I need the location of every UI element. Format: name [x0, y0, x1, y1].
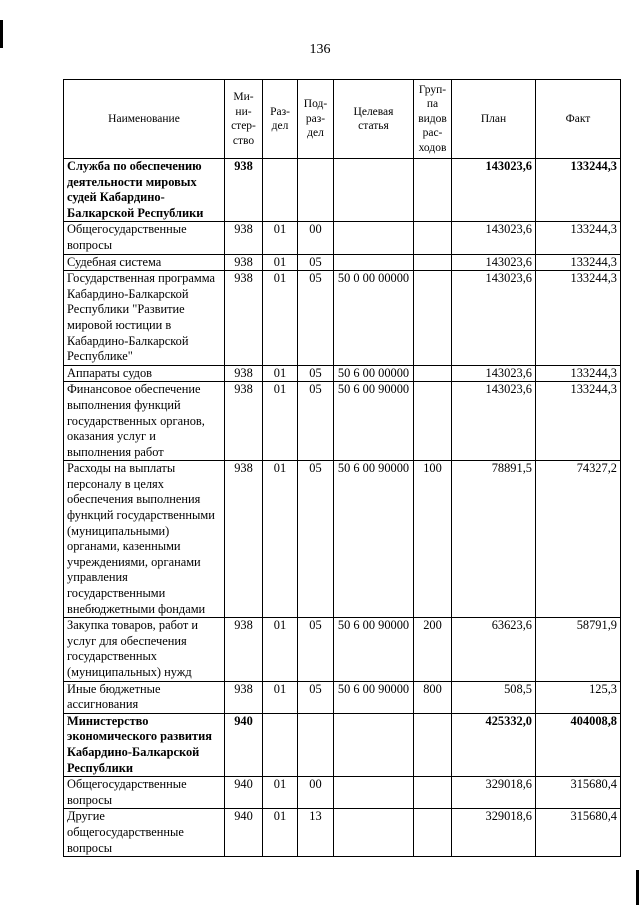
cell-expense-group: [414, 713, 452, 776]
cell-plan: 329018,6: [452, 777, 536, 809]
cell-expense-group: [414, 222, 452, 254]
cell-name: Иные бюджетные ассигнования: [64, 681, 225, 713]
table-row: [64, 713, 621, 776]
cell-target-article: 50 0 00 00000: [334, 271, 414, 366]
table-row: [64, 777, 621, 809]
cell-name: Министерство экономического развития Кабардино-Балкарской Республики: [64, 713, 225, 776]
cell-expense-group: [414, 809, 452, 857]
cell-ministry: 938: [225, 254, 263, 271]
cell-plan: 78891,5: [452, 461, 536, 618]
cell-fact: 315680,4: [536, 809, 621, 857]
table-row: [64, 618, 621, 681]
cell-target-article: 50 6 00 90000: [334, 618, 414, 681]
cell-subsection: 05: [298, 681, 334, 713]
cell-subsection: 05: [298, 365, 334, 382]
cell-name: Другие общегосударственные вопросы: [64, 809, 225, 857]
header-name: Наименование: [64, 80, 225, 159]
cell-name: Расходы на выплаты персоналу в целях обеспечения выполнения функций государственными (муниципальными) органами, казенными учреждениями, органами управления государственными внебюджетными фондами: [64, 461, 225, 618]
cell-expense-group: 200: [414, 618, 452, 681]
cell-fact: 133244,3: [536, 365, 621, 382]
table-header-row: [64, 80, 621, 159]
cell-ministry: 938: [225, 618, 263, 681]
cell-name: Закупка товаров, работ и услуг для обеспечения государственных (муниципальных) нужд: [64, 618, 225, 681]
cell-ministry: 940: [225, 777, 263, 809]
table-row: [64, 159, 621, 222]
cell-expense-group: [414, 271, 452, 366]
cell-ministry: 938: [225, 365, 263, 382]
cell-section: 01: [263, 254, 298, 271]
table-row: [64, 461, 621, 618]
cell-ministry: 940: [225, 713, 263, 776]
cell-target-article: 50 6 00 00000: [334, 365, 414, 382]
cell-plan: 329018,6: [452, 809, 536, 857]
cell-section: [263, 713, 298, 776]
cell-fact: 133244,3: [536, 254, 621, 271]
table-row: [64, 681, 621, 713]
cell-name: Аппараты судов: [64, 365, 225, 382]
cell-expense-group: [414, 365, 452, 382]
header-section: Раз- дел: [263, 80, 298, 159]
cell-section: 01: [263, 461, 298, 618]
cell-ministry: 938: [225, 159, 263, 222]
cell-subsection: 05: [298, 271, 334, 366]
cell-subsection: [298, 713, 334, 776]
cell-plan: 143023,6: [452, 222, 536, 254]
cell-ministry: 938: [225, 222, 263, 254]
cell-ministry: 938: [225, 382, 263, 461]
table-row: [64, 254, 621, 271]
cell-section: 01: [263, 809, 298, 857]
cell-name: Служба по обеспечению деятельности мировых судей Кабардино-Балкарской Республики: [64, 159, 225, 222]
cell-expense-group: [414, 382, 452, 461]
cell-target-article: 50 6 00 90000: [334, 681, 414, 713]
cell-section: 01: [263, 365, 298, 382]
cell-target-article: 50 6 00 90000: [334, 382, 414, 461]
cell-section: [263, 159, 298, 222]
cell-plan: 143023,6: [452, 365, 536, 382]
cell-fact: 133244,3: [536, 159, 621, 222]
header-expense-group: Груп- па видов рас- ходов: [414, 80, 452, 159]
cell-section: 01: [263, 382, 298, 461]
cell-plan: 508,5: [452, 681, 536, 713]
cell-fact: 315680,4: [536, 777, 621, 809]
cell-name: Общегосударственные вопросы: [64, 777, 225, 809]
cell-subsection: 05: [298, 618, 334, 681]
table-row: [64, 271, 621, 366]
cell-plan: 63623,6: [452, 618, 536, 681]
cell-subsection: 05: [298, 382, 334, 461]
cell-subsection: 00: [298, 777, 334, 809]
cell-target-article: [334, 713, 414, 776]
budget-table: [63, 79, 621, 857]
cell-target-article: 50 6 00 90000: [334, 461, 414, 618]
cell-fact: 133244,3: [536, 382, 621, 461]
cell-target-article: [334, 777, 414, 809]
cell-section: 01: [263, 271, 298, 366]
header-fact: Факт: [536, 80, 621, 159]
header-plan: План: [452, 80, 536, 159]
scan-edge-mark: [636, 870, 639, 905]
cell-section: 01: [263, 618, 298, 681]
cell-section: 01: [263, 222, 298, 254]
cell-expense-group: 100: [414, 461, 452, 618]
cell-fact: 58791,9: [536, 618, 621, 681]
cell-plan: 143023,6: [452, 254, 536, 271]
cell-section: 01: [263, 777, 298, 809]
cell-expense-group: [414, 159, 452, 222]
cell-fact: 74327,2: [536, 461, 621, 618]
cell-subsection: 00: [298, 222, 334, 254]
cell-target-article: [334, 159, 414, 222]
cell-section: 01: [263, 681, 298, 713]
cell-fact: 404008,8: [536, 713, 621, 776]
cell-plan: 143023,6: [452, 382, 536, 461]
cell-plan: 143023,6: [452, 271, 536, 366]
cell-target-article: [334, 809, 414, 857]
table-row: [64, 222, 621, 254]
header-target-article: Целевая статья: [334, 80, 414, 159]
cell-expense-group: [414, 254, 452, 271]
cell-expense-group: 800: [414, 681, 452, 713]
cell-plan: 425332,0: [452, 713, 536, 776]
cell-ministry: 938: [225, 271, 263, 366]
cell-fact: 133244,3: [536, 222, 621, 254]
cell-subsection: 05: [298, 254, 334, 271]
table-row: [64, 382, 621, 461]
cell-plan: 143023,6: [452, 159, 536, 222]
cell-subsection: 13: [298, 809, 334, 857]
cell-ministry: 938: [225, 681, 263, 713]
cell-subsection: 05: [298, 461, 334, 618]
cell-ministry: 940: [225, 809, 263, 857]
cell-target-article: [334, 254, 414, 271]
cell-fact: 125,3: [536, 681, 621, 713]
cell-target-article: [334, 222, 414, 254]
cell-name: Судебная система: [64, 254, 225, 271]
header-ministry: Ми- ни- стер- ство: [225, 80, 263, 159]
cell-ministry: 938: [225, 461, 263, 618]
cell-subsection: [298, 159, 334, 222]
cell-name: Государственная программа Кабардино-Балкарской Республики "Развитие мировой юстиции в Кабардино-Балкарской Республике": [64, 271, 225, 366]
table-row: [64, 365, 621, 382]
table-row: [64, 809, 621, 857]
page-number: 136: [309, 42, 331, 57]
cell-name: Общегосударственные вопросы: [64, 222, 225, 254]
header-subsection: Под- раз- дел: [298, 80, 334, 159]
cell-fact: 133244,3: [536, 271, 621, 366]
cell-expense-group: [414, 777, 452, 809]
cell-name: Финансовое обеспечение выполнения функций государственных органов, оказания услуг и выполнения работ: [64, 382, 225, 461]
